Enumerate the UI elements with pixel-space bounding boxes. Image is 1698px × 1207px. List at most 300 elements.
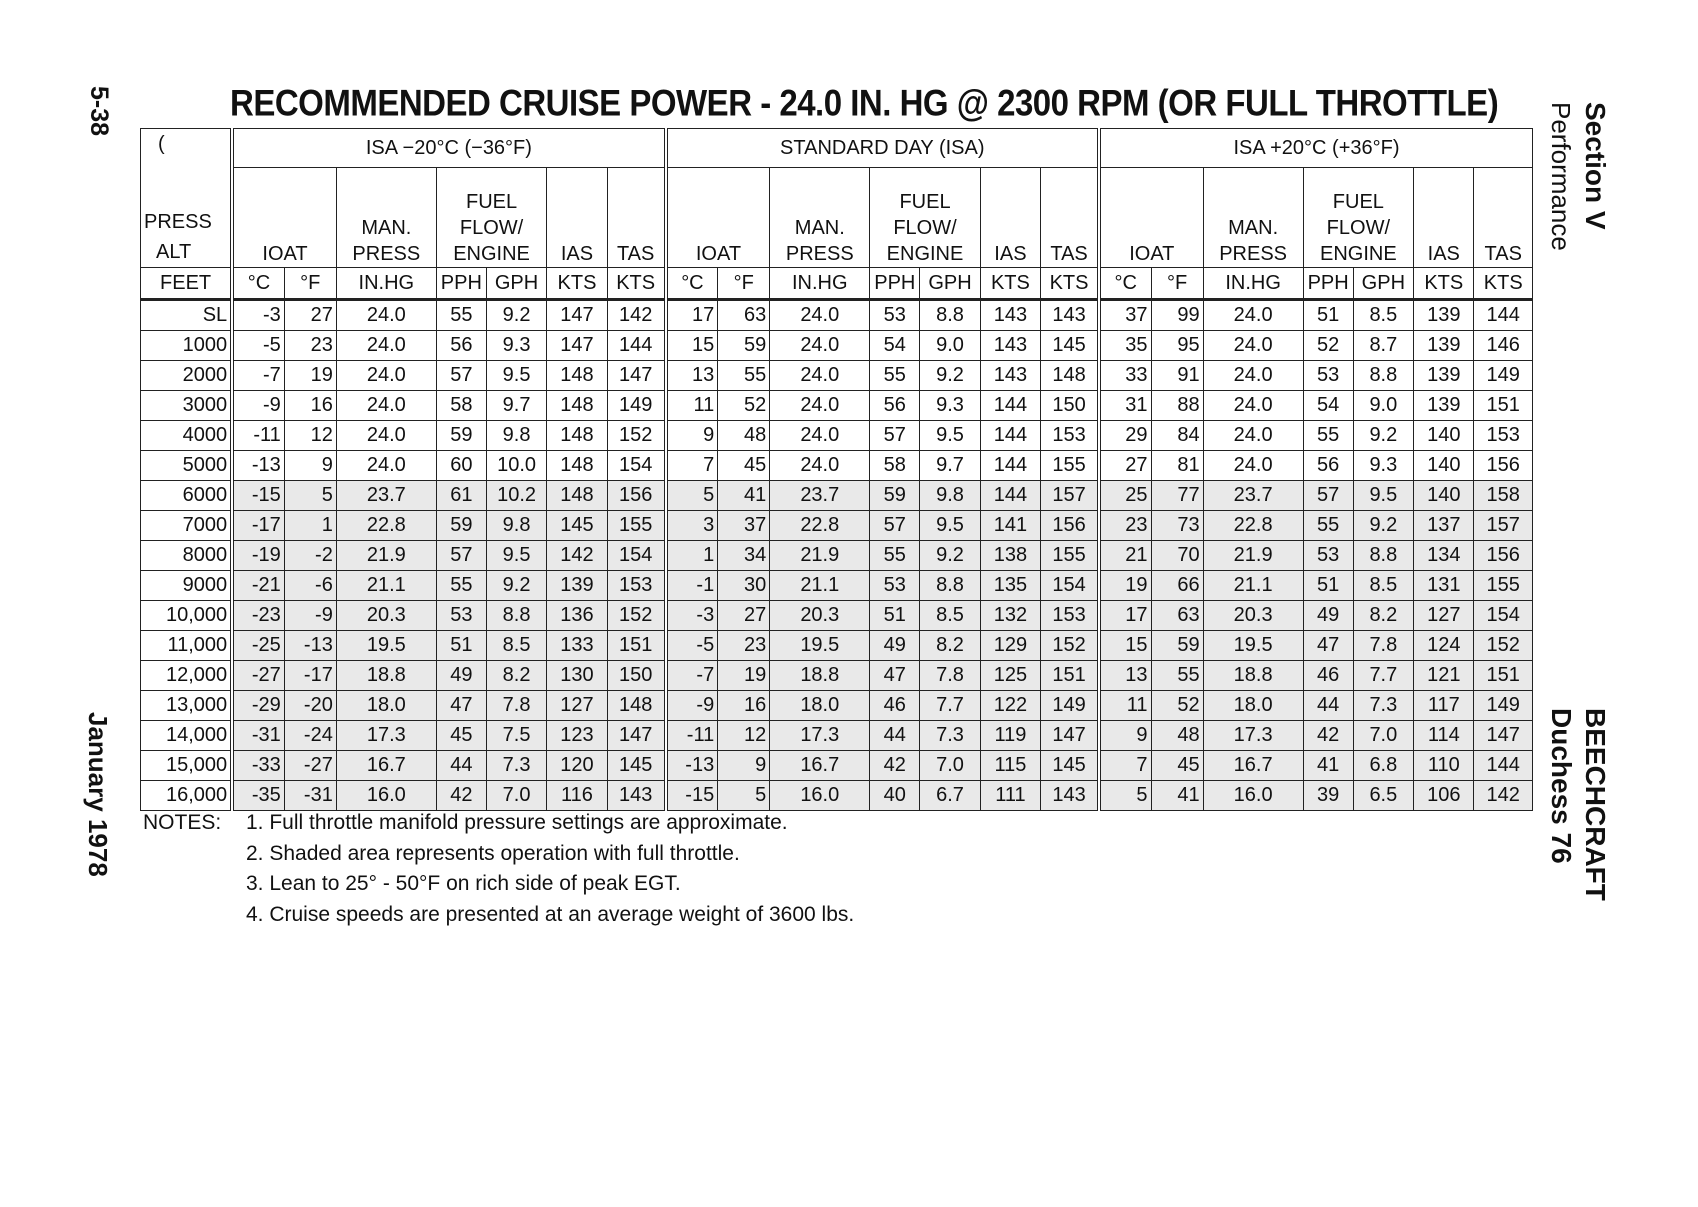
- data-cell: 55: [1303, 511, 1353, 541]
- data-cell: 7: [666, 451, 718, 481]
- data-cell: 9.0: [920, 331, 980, 361]
- data-cell: 7.7: [1353, 661, 1413, 691]
- data-cell: 143: [1041, 781, 1099, 811]
- data-cell: 42: [1303, 721, 1353, 751]
- data-cell: 133: [547, 631, 607, 661]
- data-cell: 155: [607, 511, 665, 541]
- data-cell: 59: [1151, 631, 1203, 661]
- data-cell: 6.8: [1353, 751, 1413, 781]
- aircraft-model: Duchess 76: [1546, 708, 1577, 864]
- fuel-flow-label-2: FLOW/: [1326, 217, 1391, 239]
- fuel-flow-label-3: ENGINE: [886, 243, 964, 265]
- data-cell: 155: [1474, 571, 1533, 601]
- data-cell: 16.0: [770, 781, 870, 811]
- data-cell: 24.0: [1203, 421, 1303, 451]
- data-cell: 5: [1099, 781, 1151, 811]
- altitude-cell: 15,000: [141, 751, 233, 781]
- data-cell: -7: [232, 361, 284, 391]
- altitude-cell: 6000: [141, 481, 233, 511]
- data-cell: -31: [232, 721, 284, 751]
- data-cell: 140: [1414, 481, 1474, 511]
- unit-fahrenheit: °F: [1151, 268, 1203, 300]
- ias-header: IAS: [1414, 168, 1474, 268]
- data-cell: 55: [870, 541, 920, 571]
- table-row: [141, 571, 1533, 601]
- data-cell: 9.3: [486, 331, 546, 361]
- data-cell: 37: [1099, 300, 1151, 331]
- page-number: 5-38: [85, 86, 113, 137]
- data-cell: 145: [1041, 751, 1099, 781]
- data-cell: 157: [1041, 481, 1099, 511]
- data-cell: 117: [1414, 691, 1474, 721]
- data-cell: 151: [607, 631, 665, 661]
- data-cell: 24.0: [336, 421, 436, 451]
- ioat-header: IOAT: [1099, 168, 1203, 268]
- data-cell: 141: [980, 511, 1040, 541]
- altitude-cell: 16,000: [141, 781, 233, 811]
- data-cell: 53: [870, 571, 920, 601]
- data-cell: 9.5: [486, 541, 546, 571]
- data-cell: -20: [284, 691, 336, 721]
- cruise-power-table-container: [140, 128, 1533, 811]
- altitude-cell: 4000: [141, 421, 233, 451]
- data-cell: -9: [666, 691, 718, 721]
- cruise-power-table: [140, 128, 1533, 811]
- data-cell: 1: [284, 511, 336, 541]
- data-cell: 9.2: [486, 300, 546, 331]
- data-cell: 17.3: [1203, 721, 1303, 751]
- data-cell: 55: [436, 300, 486, 331]
- data-cell: 12: [718, 721, 770, 751]
- notes-section: [143, 808, 854, 930]
- corner-header: [141, 129, 233, 268]
- data-cell: -2: [284, 541, 336, 571]
- data-cell: 39: [1303, 781, 1353, 811]
- data-cell: -27: [284, 751, 336, 781]
- data-cell: 17.3: [770, 721, 870, 751]
- table-row: [141, 691, 1533, 721]
- data-cell: 19: [718, 661, 770, 691]
- data-cell: 123: [547, 721, 607, 751]
- table-row: [141, 300, 1533, 331]
- data-cell: 9.5: [1353, 481, 1413, 511]
- data-cell: 51: [436, 631, 486, 661]
- altitude-cell: 13,000: [141, 691, 233, 721]
- data-cell: 125: [980, 661, 1040, 691]
- data-cell: 53: [1303, 361, 1353, 391]
- data-cell: 156: [1041, 511, 1099, 541]
- man-press-label-1: MAN.: [794, 217, 845, 239]
- data-cell: -13: [666, 751, 718, 781]
- section-header: [1544, 102, 1612, 251]
- data-cell: 53: [870, 300, 920, 331]
- data-cell: -6: [284, 571, 336, 601]
- tas-header: TAS: [1474, 168, 1533, 268]
- data-cell: -5: [666, 631, 718, 661]
- data-cell: 139: [1414, 300, 1474, 331]
- data-cell: 34: [718, 541, 770, 571]
- note-text: 4. Cruise speeds are presented at an average weight of 3600 lbs.: [246, 902, 855, 926]
- data-cell: 149: [1474, 361, 1533, 391]
- ioat-header: IOAT: [232, 168, 336, 268]
- data-cell: 122: [980, 691, 1040, 721]
- data-cell: 143: [980, 331, 1040, 361]
- data-cell: 7.3: [920, 721, 980, 751]
- data-cell: 116: [547, 781, 607, 811]
- data-cell: 53: [436, 601, 486, 631]
- data-cell: 1: [666, 541, 718, 571]
- section-label: Section V: [1580, 102, 1611, 230]
- data-cell: 154: [1474, 601, 1533, 631]
- data-cell: 152: [607, 421, 665, 451]
- note-text: 2. Shaded area represents operation with full throttle.: [246, 841, 740, 865]
- data-cell: 37: [718, 511, 770, 541]
- data-cell: 24.0: [770, 331, 870, 361]
- fuel-flow-label-2: FLOW/: [459, 217, 524, 239]
- data-cell: 23: [1099, 511, 1151, 541]
- data-cell: 10.2: [486, 481, 546, 511]
- data-cell: 132: [980, 601, 1040, 631]
- data-cell: -31: [284, 781, 336, 811]
- data-cell: 9.2: [920, 361, 980, 391]
- data-cell: -13: [284, 631, 336, 661]
- unit-inhg: IN.HG: [1203, 268, 1303, 300]
- data-cell: 29: [1099, 421, 1151, 451]
- section-name: Performance: [1546, 102, 1576, 251]
- data-cell: 153: [1041, 601, 1099, 631]
- publication-date: January 1978: [83, 712, 113, 877]
- data-cell: 8.5: [1353, 571, 1413, 601]
- data-cell: 143: [980, 361, 1040, 391]
- data-cell: 9.8: [486, 421, 546, 451]
- data-cell: 152: [1041, 631, 1099, 661]
- altitude-cell: 12,000: [141, 661, 233, 691]
- data-cell: 144: [607, 331, 665, 361]
- data-cell: 17.3: [336, 721, 436, 751]
- data-cell: 35: [1099, 331, 1151, 361]
- data-cell: 47: [870, 661, 920, 691]
- page-title: RECOMMENDED CRUISE POWER - 24.0 IN. HG @ 2300 RPM (OR FULL THROTTLE): [230, 82, 1499, 124]
- data-cell: 55: [870, 361, 920, 391]
- data-cell: 137: [1414, 511, 1474, 541]
- data-cell: 158: [1474, 481, 1533, 511]
- data-cell: 17: [666, 300, 718, 331]
- data-cell: 13: [1099, 661, 1151, 691]
- data-cell: 19.5: [770, 631, 870, 661]
- data-cell: 8.7: [1353, 331, 1413, 361]
- data-cell: 91: [1151, 361, 1203, 391]
- data-cell: 21.9: [336, 541, 436, 571]
- data-cell: 151: [1041, 661, 1099, 691]
- data-cell: 146: [1474, 331, 1533, 361]
- unit-ias-kts: KTS: [1414, 268, 1474, 300]
- data-cell: 136: [547, 601, 607, 631]
- man-press-label-2: PRESS: [785, 243, 854, 265]
- man-press-label-2: PRESS: [1219, 243, 1288, 265]
- press-alt-label-1: PRESS: [144, 211, 212, 233]
- data-cell: 154: [1041, 571, 1099, 601]
- data-cell: 3: [666, 511, 718, 541]
- data-cell: -11: [666, 721, 718, 751]
- data-cell: 139: [1414, 391, 1474, 421]
- fuel-flow-header: [436, 168, 546, 268]
- data-cell: 15: [666, 331, 718, 361]
- data-cell: 143: [1041, 300, 1099, 331]
- data-cell: 157: [1474, 511, 1533, 541]
- unit-tas-kts: KTS: [607, 268, 665, 300]
- data-cell: 134: [1414, 541, 1474, 571]
- data-cell: 9.5: [486, 361, 546, 391]
- data-cell: 45: [718, 451, 770, 481]
- data-cell: 48: [718, 421, 770, 451]
- table-row: [141, 361, 1533, 391]
- data-cell: -15: [666, 781, 718, 811]
- data-cell: 42: [436, 781, 486, 811]
- unit-inhg: IN.HG: [770, 268, 870, 300]
- fuel-flow-label-1: FUEL: [899, 191, 951, 213]
- data-cell: 58: [436, 391, 486, 421]
- data-cell: 23.7: [1203, 481, 1303, 511]
- data-cell: 73: [1151, 511, 1203, 541]
- ias-header: IAS: [980, 168, 1040, 268]
- data-cell: 24.0: [770, 300, 870, 331]
- data-cell: -19: [232, 541, 284, 571]
- unit-gph: GPH: [486, 268, 546, 300]
- data-cell: 52: [1151, 691, 1203, 721]
- data-cell: 144: [980, 391, 1040, 421]
- data-cell: 119: [980, 721, 1040, 751]
- data-cell: 16.7: [1203, 751, 1303, 781]
- data-cell: 7.3: [1353, 691, 1413, 721]
- data-cell: 24.0: [336, 300, 436, 331]
- data-cell: 9.2: [920, 541, 980, 571]
- data-cell: 143: [980, 300, 1040, 331]
- data-cell: 8.2: [486, 661, 546, 691]
- data-cell: 152: [1474, 631, 1533, 661]
- data-cell: 49: [870, 631, 920, 661]
- altitude-cell: 2000: [141, 361, 233, 391]
- data-cell: 144: [1474, 300, 1533, 331]
- group-header-isa-plus: ISA +20°C (+36°F): [1099, 129, 1533, 168]
- data-cell: -9: [232, 391, 284, 421]
- note-item: [143, 808, 854, 839]
- man-press-header: [770, 168, 870, 268]
- data-cell: 9.3: [920, 391, 980, 421]
- data-cell: -21: [232, 571, 284, 601]
- data-cell: 24.0: [770, 391, 870, 421]
- altitude-cell: 3000: [141, 391, 233, 421]
- data-cell: 22.8: [1203, 511, 1303, 541]
- data-cell: 47: [436, 691, 486, 721]
- data-cell: 59: [870, 481, 920, 511]
- unit-tas-kts: KTS: [1474, 268, 1533, 300]
- data-cell: 9.3: [1353, 451, 1413, 481]
- data-cell: 60: [436, 451, 486, 481]
- data-cell: 61: [436, 481, 486, 511]
- data-cell: 19.5: [336, 631, 436, 661]
- data-cell: 19: [284, 361, 336, 391]
- data-cell: 5: [718, 781, 770, 811]
- data-cell: 54: [870, 331, 920, 361]
- data-cell: 57: [436, 541, 486, 571]
- data-cell: 12: [284, 421, 336, 451]
- data-cell: 151: [1474, 661, 1533, 691]
- data-cell: 8.8: [486, 601, 546, 631]
- data-cell: -24: [284, 721, 336, 751]
- data-cell: 56: [436, 331, 486, 361]
- data-cell: 20.3: [770, 601, 870, 631]
- data-cell: 42: [870, 751, 920, 781]
- data-cell: 8.2: [1353, 601, 1413, 631]
- data-cell: 140: [1414, 421, 1474, 451]
- data-cell: 55: [1303, 421, 1353, 451]
- data-cell: 156: [1474, 451, 1533, 481]
- data-cell: -27: [232, 661, 284, 691]
- data-cell: 18.8: [770, 661, 870, 691]
- data-cell: 48: [1151, 721, 1203, 751]
- data-cell: 44: [436, 751, 486, 781]
- data-cell: 145: [547, 511, 607, 541]
- unit-inhg: IN.HG: [336, 268, 436, 300]
- data-cell: 9: [666, 421, 718, 451]
- data-cell: 88: [1151, 391, 1203, 421]
- unit-celsius: °C: [1099, 268, 1151, 300]
- altitude-cell: 14,000: [141, 721, 233, 751]
- table-row: [141, 451, 1533, 481]
- man-press-header: [336, 168, 436, 268]
- data-cell: 18.8: [1203, 661, 1303, 691]
- data-cell: 24.0: [336, 391, 436, 421]
- data-cell: 24.0: [1203, 361, 1303, 391]
- unit-fahrenheit: °F: [284, 268, 336, 300]
- data-cell: 153: [1474, 421, 1533, 451]
- data-cell: 127: [1414, 601, 1474, 631]
- data-cell: 148: [607, 691, 665, 721]
- data-cell: -11: [232, 421, 284, 451]
- fuel-flow-label-3: ENGINE: [1320, 243, 1397, 265]
- data-cell: 24.0: [1203, 331, 1303, 361]
- data-cell: 16.7: [336, 751, 436, 781]
- altitude-cell: SL: [141, 300, 233, 331]
- data-cell: 23: [284, 331, 336, 361]
- corner-mark: (: [158, 133, 165, 155]
- data-cell: 21: [1099, 541, 1151, 571]
- altitude-cell: 8000: [141, 541, 233, 571]
- table-row: [141, 721, 1533, 751]
- data-cell: 11: [1099, 691, 1151, 721]
- data-cell: 41: [1303, 751, 1353, 781]
- data-cell: 41: [718, 481, 770, 511]
- data-cell: 51: [1303, 571, 1353, 601]
- data-cell: 8.2: [920, 631, 980, 661]
- data-cell: 143: [607, 781, 665, 811]
- man-press-label-1: MAN.: [361, 217, 412, 239]
- data-cell: -7: [666, 661, 718, 691]
- aircraft-header: [1544, 708, 1612, 901]
- data-cell: 47: [1303, 631, 1353, 661]
- data-cell: 129: [980, 631, 1040, 661]
- data-cell: 16: [718, 691, 770, 721]
- data-cell: -15: [232, 481, 284, 511]
- data-cell: 45: [1151, 751, 1203, 781]
- data-cell: 18.0: [770, 691, 870, 721]
- data-cell: 9: [284, 451, 336, 481]
- unit-ias-kts: KTS: [547, 268, 607, 300]
- data-cell: 27: [718, 601, 770, 631]
- data-cell: 21.9: [770, 541, 870, 571]
- notes-label: NOTES:: [143, 811, 222, 834]
- table-row: [141, 481, 1533, 511]
- data-cell: 41: [1151, 781, 1203, 811]
- data-cell: 16.0: [336, 781, 436, 811]
- data-cell: 7: [1099, 751, 1151, 781]
- table-row: [141, 751, 1533, 781]
- data-cell: 20.3: [1203, 601, 1303, 631]
- data-cell: 57: [1303, 481, 1353, 511]
- note-item: [143, 869, 854, 900]
- data-cell: 6.7: [920, 781, 980, 811]
- data-cell: -25: [232, 631, 284, 661]
- data-cell: 30: [718, 571, 770, 601]
- data-cell: -33: [232, 751, 284, 781]
- unit-fahrenheit: °F: [718, 268, 770, 300]
- fuel-flow-label-1: FUEL: [1332, 191, 1384, 213]
- data-cell: 24.0: [1203, 391, 1303, 421]
- data-cell: 135: [980, 571, 1040, 601]
- data-cell: 81: [1151, 451, 1203, 481]
- data-cell: 142: [547, 541, 607, 571]
- data-cell: 49: [436, 661, 486, 691]
- table-row: [141, 631, 1533, 661]
- data-cell: 153: [607, 571, 665, 601]
- data-cell: 55: [436, 571, 486, 601]
- data-cell: 56: [870, 391, 920, 421]
- data-cell: 131: [1414, 571, 1474, 601]
- data-cell: 140: [1414, 451, 1474, 481]
- data-cell: 5: [666, 481, 718, 511]
- data-cell: 111: [980, 781, 1040, 811]
- data-cell: 44: [1303, 691, 1353, 721]
- data-cell: 46: [1303, 661, 1353, 691]
- unit-feet: FEET: [141, 268, 233, 300]
- data-cell: 55: [718, 361, 770, 391]
- data-cell: 144: [980, 481, 1040, 511]
- altitude-cell: 1000: [141, 331, 233, 361]
- data-cell: 7.3: [486, 751, 546, 781]
- data-cell: 24.0: [336, 361, 436, 391]
- data-cell: 59: [436, 421, 486, 451]
- data-cell: 139: [547, 571, 607, 601]
- data-cell: 7.0: [1353, 721, 1413, 751]
- data-cell: 7.8: [486, 691, 546, 721]
- data-cell: -13: [232, 451, 284, 481]
- data-cell: 25: [1099, 481, 1151, 511]
- data-cell: 7.0: [486, 781, 546, 811]
- table-row: [141, 421, 1533, 451]
- data-cell: 139: [1414, 331, 1474, 361]
- data-cell: 9.7: [920, 451, 980, 481]
- data-cell: 155: [1041, 541, 1099, 571]
- fuel-flow-label-3: ENGINE: [453, 243, 530, 265]
- table-row: [141, 781, 1533, 811]
- fuel-flow-label-1: FUEL: [465, 191, 518, 213]
- man-press-label-2: PRESS: [352, 243, 421, 265]
- data-cell: 147: [1041, 721, 1099, 751]
- data-cell: 59: [436, 511, 486, 541]
- data-cell: 147: [607, 721, 665, 751]
- data-cell: 19.5: [1203, 631, 1303, 661]
- data-cell: 7.7: [920, 691, 980, 721]
